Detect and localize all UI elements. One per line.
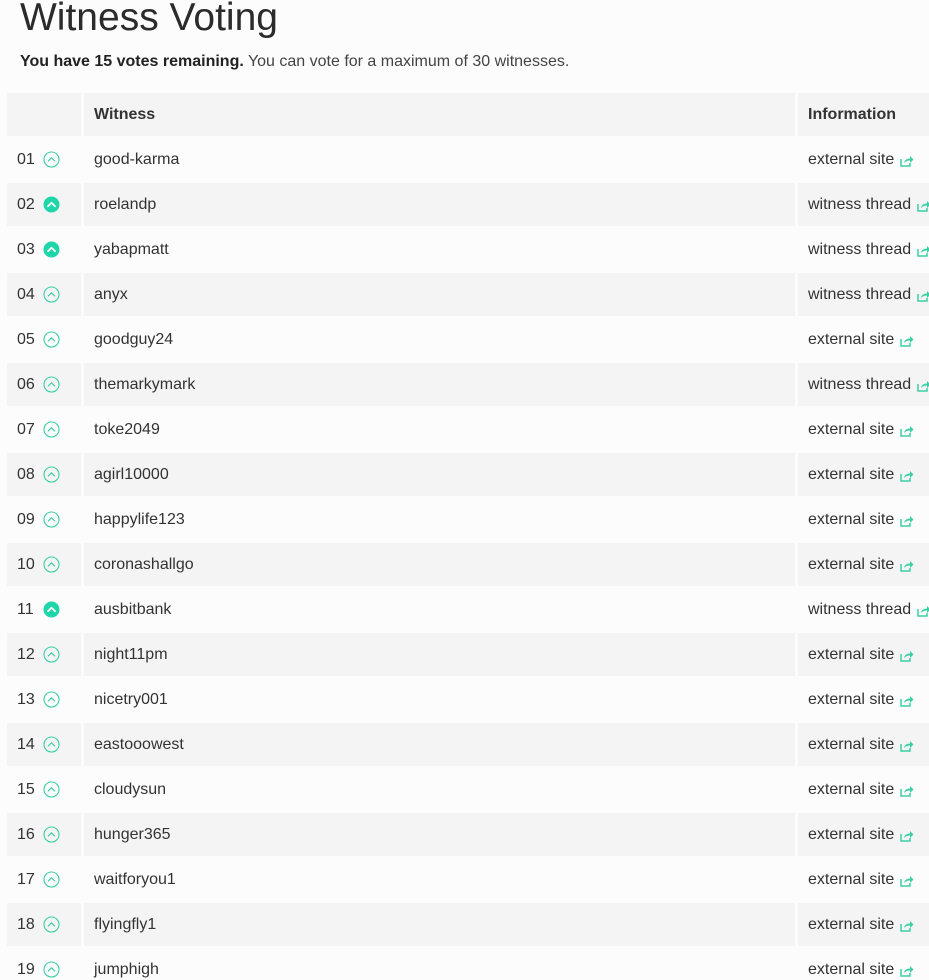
vote-button[interactable] xyxy=(43,871,60,888)
information-link[interactable] xyxy=(798,273,929,316)
rank-cell xyxy=(7,138,81,181)
information-link-text[interactable]: witness thread xyxy=(808,240,912,258)
information-link[interactable] xyxy=(798,678,929,721)
chevron-up-circle-icon xyxy=(43,691,60,708)
information-link[interactable] xyxy=(798,903,929,946)
rank-number: 13 xyxy=(17,690,35,708)
rank-number: 12 xyxy=(17,645,35,663)
rank-cell xyxy=(7,813,81,856)
external-link-icon[interactable] xyxy=(900,469,914,481)
witness-name: jumphigh xyxy=(84,948,795,980)
table-row xyxy=(7,768,929,813)
vote-button[interactable] xyxy=(43,736,60,753)
chevron-up-circle-icon xyxy=(43,286,60,303)
external-link-icon[interactable] xyxy=(917,379,929,391)
witness-name: yabapmatt xyxy=(84,228,795,271)
information-link[interactable] xyxy=(798,138,929,181)
rank-cell xyxy=(7,903,81,946)
votes-summary xyxy=(20,53,569,71)
table-row xyxy=(7,588,929,633)
chevron-up-circle-icon xyxy=(43,556,60,573)
information-link[interactable] xyxy=(798,633,929,676)
rank-cell xyxy=(7,543,81,586)
information-link-text[interactable]: external site xyxy=(808,870,895,888)
rank-number: 17 xyxy=(17,870,35,888)
rank-number: 14 xyxy=(17,735,35,753)
rank-number: 04 xyxy=(17,285,35,303)
chevron-up-circle-icon xyxy=(43,511,60,528)
rank-cell xyxy=(7,228,81,271)
rank-number: 10 xyxy=(17,555,35,573)
information-link[interactable] xyxy=(798,498,929,541)
external-link-icon[interactable] xyxy=(900,649,914,661)
information-link[interactable] xyxy=(798,318,929,361)
vote-button[interactable] xyxy=(43,961,60,978)
witness-name: flyingfly1 xyxy=(84,903,795,946)
witness-name: good-karma xyxy=(84,138,795,181)
witness-name: themarkymark xyxy=(84,363,795,406)
vote-button[interactable] xyxy=(43,421,60,438)
information-link-text[interactable]: external site xyxy=(808,330,895,348)
rank-number: 07 xyxy=(17,420,35,438)
table-row xyxy=(7,813,929,858)
rank-cell xyxy=(7,408,81,451)
table-row xyxy=(7,183,929,228)
unvote-button[interactable] xyxy=(43,241,60,258)
rank-cell xyxy=(7,678,81,721)
table-row xyxy=(7,903,929,948)
information-link-text[interactable]: external site xyxy=(808,915,895,933)
witness-name: roelandp xyxy=(84,183,795,226)
rank-cell xyxy=(7,318,81,361)
vote-button[interactable] xyxy=(43,511,60,528)
witness-table xyxy=(7,93,929,980)
vote-button[interactable] xyxy=(43,286,60,303)
chevron-up-circle-icon xyxy=(43,826,60,843)
table-row xyxy=(7,498,929,543)
witness-name: anyx xyxy=(84,273,795,316)
information-link[interactable] xyxy=(798,588,929,631)
chevron-up-circle-icon xyxy=(43,871,60,888)
external-link-icon[interactable] xyxy=(917,604,929,616)
information-link-text[interactable]: external site xyxy=(808,150,895,168)
chevron-up-circle-icon xyxy=(43,646,60,663)
table-row xyxy=(7,723,929,768)
information-link-text[interactable]: external site xyxy=(808,510,895,528)
witness-name: waitforyou1 xyxy=(84,858,795,901)
vote-button[interactable] xyxy=(43,376,60,393)
information-link[interactable] xyxy=(798,228,929,271)
rank-cell xyxy=(7,858,81,901)
unvote-button[interactable] xyxy=(43,601,60,618)
external-link-icon[interactable] xyxy=(900,874,914,886)
information-link-text[interactable]: witness thread xyxy=(808,600,912,618)
max-votes-note: You can vote for a maximum of 30 witnesses. xyxy=(247,53,570,70)
information-link[interactable] xyxy=(798,813,929,856)
information-link-text[interactable]: witness thread xyxy=(808,195,912,213)
table-row xyxy=(7,858,929,903)
information-link[interactable] xyxy=(798,858,929,901)
information-link-text[interactable]: witness thread xyxy=(808,285,912,303)
votes-remaining-text: You have 15 votes remaining. xyxy=(20,53,244,70)
witness-name: toke2049 xyxy=(84,408,795,451)
chevron-up-circle-icon xyxy=(43,961,60,978)
header-rank-cell xyxy=(7,93,81,136)
witness-name: night11pm xyxy=(84,633,795,676)
vote-button[interactable] xyxy=(43,826,60,843)
information-link[interactable] xyxy=(798,768,929,811)
external-link-icon[interactable] xyxy=(900,334,914,346)
chevron-up-circle-icon xyxy=(43,601,60,618)
rank-number: 06 xyxy=(17,375,35,393)
rank-cell xyxy=(7,723,81,766)
table-row xyxy=(7,408,929,453)
header-witness-cell: Witness xyxy=(84,93,795,136)
table-row xyxy=(7,678,929,723)
vote-button[interactable] xyxy=(43,916,60,933)
rank-cell xyxy=(7,498,81,541)
external-link-icon[interactable] xyxy=(900,154,914,166)
vote-button[interactable] xyxy=(43,331,60,348)
rank-number: 02 xyxy=(17,195,35,213)
information-link-text[interactable]: external site xyxy=(808,645,895,663)
external-link-icon[interactable] xyxy=(900,739,914,751)
table-row xyxy=(7,543,929,588)
table-row xyxy=(7,633,929,678)
rank-cell xyxy=(7,768,81,811)
witness-name: cloudysun xyxy=(84,768,795,811)
information-link[interactable] xyxy=(798,723,929,766)
information-link-text[interactable]: external site xyxy=(808,780,895,798)
external-link-icon[interactable] xyxy=(900,424,914,436)
external-link-icon[interactable] xyxy=(900,694,914,706)
information-link[interactable] xyxy=(798,453,929,496)
external-link-icon[interactable] xyxy=(900,919,914,931)
rank-number: 15 xyxy=(17,780,35,798)
information-link[interactable] xyxy=(798,543,929,586)
table-header xyxy=(7,93,929,138)
table-row xyxy=(7,138,929,183)
rank-number: 19 xyxy=(17,960,35,978)
witness-name: eastooowest xyxy=(84,723,795,766)
rank-cell xyxy=(7,183,81,226)
chevron-up-circle-icon xyxy=(43,781,60,798)
information-link[interactable] xyxy=(798,948,929,980)
witness-name: hunger365 xyxy=(84,813,795,856)
rank-cell xyxy=(7,948,81,980)
table-row xyxy=(7,453,929,498)
witness-name: happylife123 xyxy=(84,498,795,541)
table-row xyxy=(7,363,929,408)
chevron-up-circle-icon xyxy=(43,331,60,348)
external-link-icon[interactable] xyxy=(900,964,914,976)
rank-number: 05 xyxy=(17,330,35,348)
vote-button[interactable] xyxy=(43,646,60,663)
external-link-icon[interactable] xyxy=(917,289,929,301)
chevron-up-circle-icon xyxy=(43,916,60,933)
rank-cell xyxy=(7,453,81,496)
chevron-up-circle-icon xyxy=(43,196,60,213)
information-link-text[interactable]: external site xyxy=(808,465,895,483)
table-row xyxy=(7,273,929,318)
information-link-text[interactable]: external site xyxy=(808,690,895,708)
rank-number: 03 xyxy=(17,240,35,258)
information-link[interactable] xyxy=(798,183,929,226)
information-link[interactable] xyxy=(798,408,929,451)
witness-name: goodguy24 xyxy=(84,318,795,361)
information-link-text[interactable]: witness thread xyxy=(808,375,912,393)
external-link-icon[interactable] xyxy=(900,784,914,796)
information-link-text[interactable]: external site xyxy=(808,960,895,978)
external-link-icon[interactable] xyxy=(917,199,929,211)
table-body xyxy=(7,138,929,980)
chevron-up-circle-icon xyxy=(43,151,60,168)
rank-cell xyxy=(7,363,81,406)
page-title: Witness Voting xyxy=(20,0,278,39)
witness-name: agirl10000 xyxy=(84,453,795,496)
information-link[interactable] xyxy=(798,363,929,406)
table-row xyxy=(7,318,929,363)
witness-name: nicetry001 xyxy=(84,678,795,721)
chevron-up-circle-icon xyxy=(43,466,60,483)
information-link-text[interactable]: external site xyxy=(808,555,895,573)
information-link-text[interactable]: external site xyxy=(808,825,895,843)
chevron-up-circle-icon xyxy=(43,736,60,753)
chevron-up-circle-icon xyxy=(43,421,60,438)
rank-number: 18 xyxy=(17,915,35,933)
vote-button[interactable] xyxy=(43,691,60,708)
rank-number: 08 xyxy=(17,465,35,483)
witness-name: coronashallgo xyxy=(84,543,795,586)
rank-number: 09 xyxy=(17,510,35,528)
vote-button[interactable] xyxy=(43,466,60,483)
witness-name: ausbitbank xyxy=(84,588,795,631)
chevron-up-circle-icon xyxy=(43,376,60,393)
table-row xyxy=(7,948,929,980)
rank-cell xyxy=(7,633,81,676)
rank-number: 16 xyxy=(17,825,35,843)
external-link-icon[interactable] xyxy=(900,514,914,526)
external-link-icon[interactable] xyxy=(900,559,914,571)
table-row xyxy=(7,228,929,273)
information-link-text[interactable]: external site xyxy=(808,420,895,438)
rank-cell xyxy=(7,588,81,631)
rank-number: 01 xyxy=(17,150,35,168)
vote-button[interactable] xyxy=(43,556,60,573)
vote-button[interactable] xyxy=(43,781,60,798)
external-link-icon[interactable] xyxy=(900,829,914,841)
header-information-cell: Information xyxy=(798,93,929,136)
information-link-text[interactable]: external site xyxy=(808,735,895,753)
unvote-button[interactable] xyxy=(43,196,60,213)
rank-cell xyxy=(7,273,81,316)
chevron-up-circle-icon xyxy=(43,241,60,258)
vote-button[interactable] xyxy=(43,151,60,168)
external-link-icon[interactable] xyxy=(917,244,929,256)
rank-number: 11 xyxy=(17,600,34,618)
